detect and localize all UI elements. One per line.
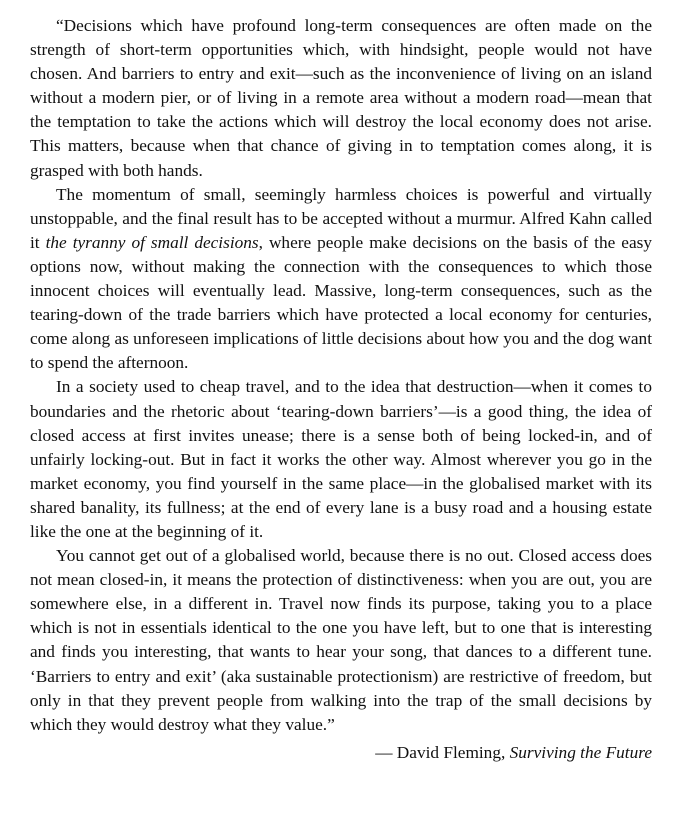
attribution-work-title: Surviving the Future — [509, 742, 652, 762]
quote-body — [30, 14, 652, 737]
paragraph-text: “Decisions which have profound long‑term consequences are often made on the strength of short‑term opportunities which, with hindsight, people would not have chosen. And barriers to entry and exit—such as the inconvenience of living on an island without a modern pier, or of living in a remote area without a modern road—mean that the temptation to take the actions which will destroy the local economy does not arise. This matters, because when that chance of giving in to temptation comes along, it is grasped with both hands. — [30, 16, 652, 180]
attribution-author: — David Fleming, — [375, 742, 510, 762]
quote-paragraph — [30, 375, 652, 544]
paragraph-text: , where people make decisions on the basis of the easy options now, without making the connection with the consequences to which those innocent choices will eventually lead. Massive, long‑term consequences, such as the tearing‑down of the trade barriers which have protected a local economy for centuries, come along as unforeseen implications of little decisions about how you and the dog want to spend the afternoon. — [30, 232, 652, 373]
paragraph-text: You cannot get out of a globalised world, because there is no out. Closed access does not mean closed‑in, it means the protection of distinctiveness: when you are out, you are somewhere else, in a different in. Travel now finds its purpose, taking you to a place which is not in essentials identical to the one you have left, but to one that is interesting and finds you interesting, that wants to hear your song, that dances to a different tune. ‘Barriers to entry and exit’ (aka sustainable protectionism) are restrictive of freedom, but only in that they prevent people from walking into the trap of the small decisions by which they would destroy what they value.” — [30, 546, 652, 734]
quote-paragraph — [30, 183, 652, 376]
paragraph-text: The momentum of small, seemingly harmless choices is powerful and virtually unstoppable, and the final result has to be accepted without a murmur. Alfred Kahn called it — [30, 184, 652, 252]
quote-paragraph — [30, 544, 652, 737]
attribution — [30, 741, 652, 765]
quote-paragraph — [30, 14, 652, 183]
paragraph-text: In a society used to cheap travel, and to the idea that destruction—when it comes to boundaries and the rhetoric about ‘tearing‑down barriers’—is a good thing, the idea of closed access at first invites unease; there is a sense both of being locked‑in, and of unfairly locking‑out. But in fact it works the other way. Almost wherever you go in the market economy, you find yourself in the same place—in the globalised market with its shared banality, its fullness; at the end of every lane is a busy road and a housing estate like the one at the beginning of it. — [30, 377, 652, 541]
italic-phrase: the tyranny of small decisions — [45, 232, 259, 252]
